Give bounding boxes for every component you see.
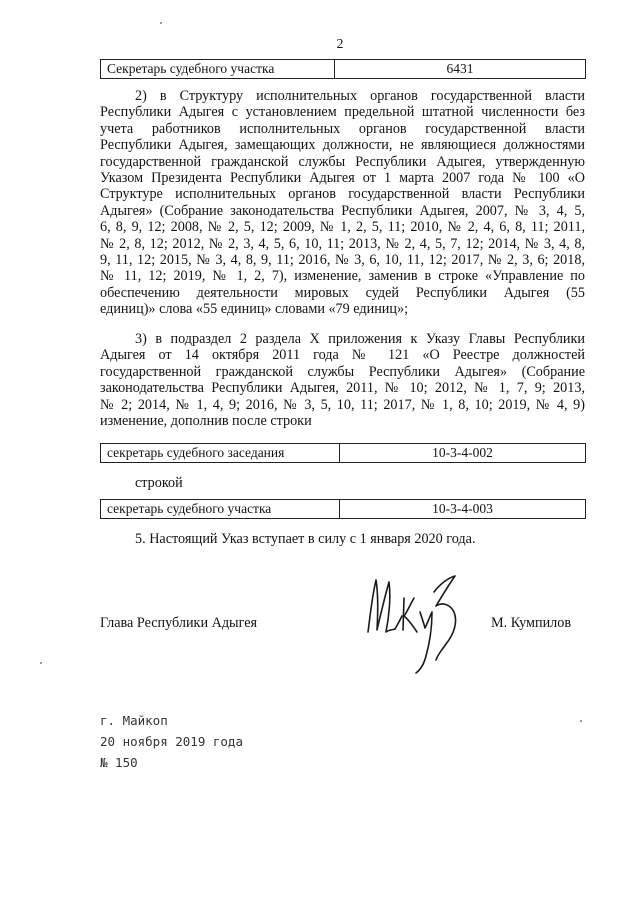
scan-speck <box>40 662 42 664</box>
text-line: Республики Адыгея, замещающих должности, не являющиеся должностями <box>100 137 585 154</box>
issue-details <box>100 710 243 773</box>
scan-speck <box>160 22 162 24</box>
table-row <box>101 60 586 79</box>
text-line: Указом Президента Республики Адыгея от 1 марта 2007 года № 100 «О <box>100 170 585 187</box>
text-line: 6, 8, 9, 12; 2008, № 2, 5, 12; 2009, № 1, 2, 5, 11; 2010, № 2, 4, 6, 8, 11; 2011, <box>100 219 585 236</box>
position-cell: Секретарь судебного участка <box>101 60 335 79</box>
text-line: государственной гражданской службы Республики Адыгея, утвержденную <box>100 153 585 170</box>
count-cell: 6431 <box>335 60 586 79</box>
scan-speck <box>580 720 582 722</box>
text-line: Республики Адыгея с установлением предельной штатной численности без <box>100 104 585 121</box>
text-line: № 2, 8, 12; 2012, № 2, 3, 4, 5, 6, 10, 11; 2013, № 2, 4, 5, 7, 12; 2014, № 3, 4, 8, <box>100 235 585 252</box>
table-row <box>101 444 586 463</box>
signatory-name: М. Кумпилов <box>491 615 572 631</box>
text-line: Адыгея от 14 октября 2011 года № 121 «О Реестре должностей <box>100 347 585 364</box>
text-line: Адыгея» (Собрание законодательства Республики Адыгея, 2007, № 3, 4, 5, <box>100 202 585 219</box>
staffing-table <box>100 59 586 79</box>
issue-date: 20 ноября 2019 года <box>100 734 243 749</box>
text-line: 2) в Структуру исполнительных органов государственной власти <box>135 88 585 104</box>
paragraph-item-5: 5. Настоящий Указ вступает в силу с 1 января 2020 года. <box>135 531 476 547</box>
text-line: 9, 11, 12; 2015, № 3, 4, 8, 9, 11; 2016, № 3, 6, 10, 11, 12; 2017, № 2, 3, 6; 2018, <box>100 252 585 269</box>
paragraph-item-3 <box>100 331 585 429</box>
table-row <box>101 500 586 519</box>
page-number: 2 <box>336 37 344 52</box>
text-line: 3) в подраздел 2 раздела X приложения к Указу Главы Республики <box>135 331 585 347</box>
text-line: учета работников исполнительных органов государственной власти <box>100 120 585 137</box>
code-cell: 10-3-4-002 <box>340 444 586 463</box>
paragraph-item-2 <box>100 88 585 318</box>
text-line: изменение, дополнив после строки <box>100 413 312 430</box>
text-line: Структуре исполнительных органов государственной власти Республики <box>100 186 585 203</box>
position-cell: секретарь судебного заседания <box>101 444 340 463</box>
signatory-title: Глава Республики Адыгея <box>100 615 258 631</box>
registry-table-new <box>100 499 586 519</box>
issue-city: г. Майкоп <box>100 713 168 728</box>
registry-table-existing <box>100 443 586 463</box>
text-line: обеспечению деятельности мировых судей Республики Адыгея (55 <box>100 284 585 301</box>
code-cell: 10-3-4-003 <box>340 500 586 519</box>
text-line: № 11, 12; 2019, № 1, 2, 7), изменение, заменив в строке «Управление по <box>100 268 585 285</box>
text-line: единиц)» слова «55 единиц» словами «79 единиц»; <box>100 301 409 318</box>
decree-number: № 150 <box>100 755 138 770</box>
handwritten-signature <box>362 572 474 682</box>
text-line: № 2; 2014, № 1, 4, 9; 2016, № 3, 5, 10, 11; 2017, № 1, 8, 10; 2019, № 4, 9) <box>100 396 585 413</box>
connector-text: строкой <box>135 475 183 491</box>
text-line: государственной гражданской службы Республики Адыгея» (Собрание <box>100 363 585 380</box>
text-line: законодательства Республики Адыгея, 2011, № 10; 2012, № 1, 7, 9; 2013, <box>100 380 585 397</box>
position-cell: секретарь судебного участка <box>101 500 340 519</box>
